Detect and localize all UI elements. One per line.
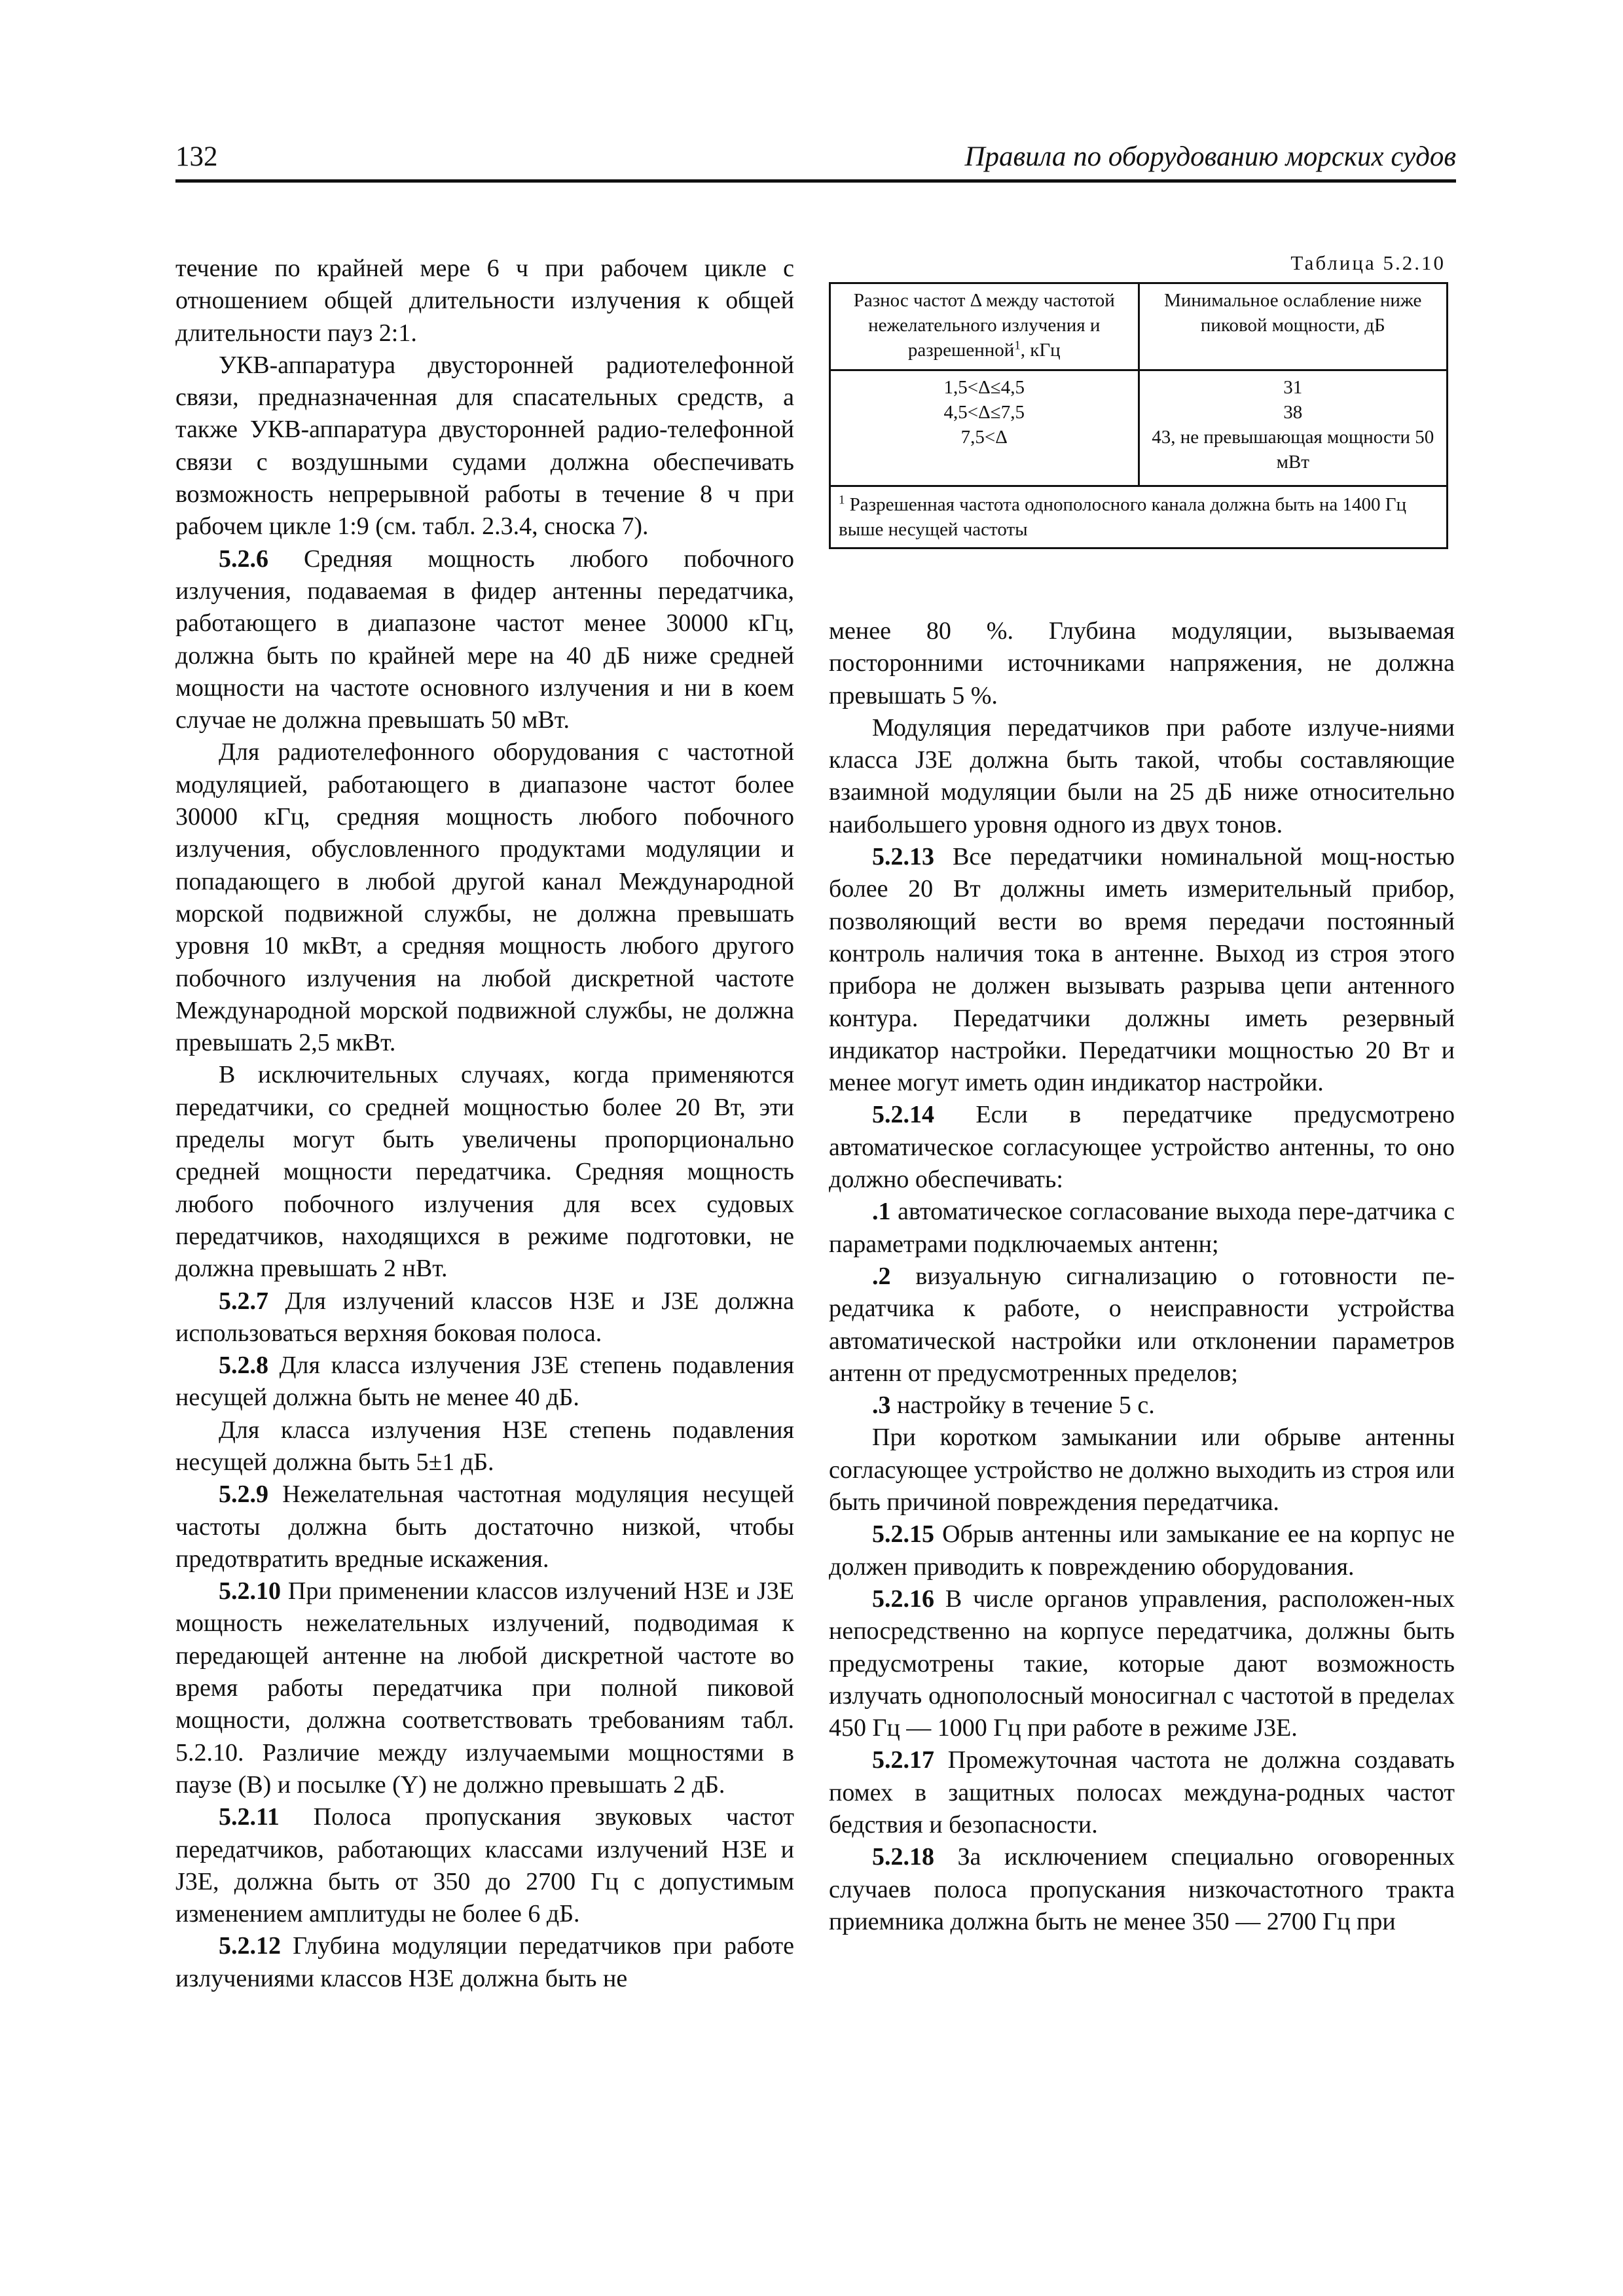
paragraph: [829, 1518, 1455, 1583]
section-number: 5.2.14: [872, 1101, 934, 1129]
table-header-row: [830, 283, 1448, 370]
list-item: [829, 1390, 1455, 1422]
table-value: 4,5<Δ≤7,5: [943, 402, 1025, 423]
paragraph: Для класса излучения H3E степень подавления несущей должна быть 5±1 дБ.: [175, 1416, 794, 1476]
paragraph: Для радиотелефонного оборудования с частотной модуляцией, работающего в диапазоне частот более 30000 кГц, средняя мощность любого побочного излучения, обусловленного продуктами модуляции и попадающего в любой другой канал Международной морской подвижной службы, не должна превышать уровня 10 мкВт, а средняя мощность любого другого побочного излучения на любой дискретной частоте Международной морской подвижной службы, не должна превышать 2,5 мкВт.: [175, 738, 794, 1057]
table-value: 7,5<Δ: [960, 427, 1008, 448]
paragraph-text: В числе органов управления, расположен-ных непосредственно на корпусе передатчика, должны быть предусмотрены такие, которые дают возможность излучать однополосный моносигнал с частотой в пределах 450 Гц — 1000 Гц при работе в режиме J3E.: [829, 1585, 1455, 1742]
section-number: 5.2.9: [219, 1480, 268, 1509]
paragraph: [829, 1744, 1455, 1841]
paragraph: [175, 1479, 794, 1575]
section-number: 5.2.11: [219, 1803, 280, 1831]
paragraph-text: Глубина модуляции передатчиков при работе излучениями классов H3E должна быть не: [175, 1932, 794, 1992]
paragraph: [175, 1801, 794, 1930]
paragraph: менее 80 %. Глубина модуляции, вызываемая посторонними источниками напряжения, не должна превышать 5 %.: [829, 617, 1455, 709]
table-value: 31: [1283, 377, 1303, 398]
page-number: 132: [175, 141, 218, 172]
paragraph: [829, 841, 1455, 1099]
table-header-cell: Разнос частот Δ между частотой нежелательного излучения и разрешенной$^1$, кГц: [830, 283, 1139, 370]
paragraph-text: настройку в течение 5 с.: [890, 1391, 1155, 1420]
right-column: [829, 615, 1455, 1938]
section-number: 5.2.7: [219, 1287, 268, 1315]
paragraph: [175, 1285, 794, 1350]
paragraph-text: Для излучений классов H3E и J3E должна использоваться верхняя боковая полоса.: [175, 1287, 794, 1347]
paragraph-text: Если в передатчике предусмотрено автоматическое согласующее устройство антенны, то оно должно обеспечивать:: [829, 1101, 1455, 1194]
paragraph-text: Нежелательная частотная модуляция несущей частоты должна быть достаточно низкой, чтобы предотвратить вредные искажения.: [175, 1480, 794, 1573]
section-number: 5.2.12: [219, 1932, 281, 1960]
section-number: 5.2.13: [872, 843, 934, 871]
paragraph: [175, 1930, 794, 1995]
list-item: [829, 1261, 1455, 1390]
paragraph-text: Для класса излучения J3E степень подавления несущей должна быть не менее 40 дБ.: [175, 1352, 794, 1412]
section-number: 5.2.16: [872, 1585, 934, 1613]
section-number: 5.2.6: [219, 545, 268, 573]
paragraph-text: Средняя мощность любого побочного излучения, подаваемая в фидер антенны передатчика, работающего в диапазоне частот менее 30000 кГц, должна быть по крайней мере на 40 дБ ниже средней мощности на частоте основного излучения и ни в коем случае не должна превышать 50 мВт.: [175, 545, 794, 734]
paragraph: УКВ-аппаратура двусторонней радиотелефонной связи, предназначенная для спасательных средств, а также УКВ-аппаратура двусторонней радио-телефонной связи с воздушными судами должна обеспечивать возможность непрерывной работы в течение 8 ч при рабочем цикле 1:9 (см. табл. 2.3.4, сноска 7).: [175, 351, 794, 541]
paragraph: [175, 543, 794, 737]
table-header-cell: Минимальное ослабление ниже пиковой мощности, дБ: [1139, 283, 1448, 370]
table-value: 43, не превышающая мощности 50 мВт: [1152, 427, 1434, 473]
item-number: .3: [872, 1391, 891, 1420]
section-number: 5.2.10: [219, 1577, 281, 1605]
section-number: 5.2.17: [872, 1746, 934, 1774]
paragraph: течение по крайней мере 6 ч при рабочем цикле с отношением общей длительности излучения к общей длительности пауз 2:1.: [175, 255, 794, 347]
paragraph-text: визуальную сигнализацию о готовности пе-редатчика к работе, о неисправности устройства автоматической настройки или отклонении параметров антенн от предусмотренных пределов;: [829, 1262, 1455, 1387]
paragraph-text: За исключением специально оговоренных случаев полоса пропускания низкочастотного тракта приемника должна быть не менее 350 — 2700 Гц при: [829, 1843, 1455, 1935]
paragraph: [829, 1099, 1455, 1196]
section-number: 5.2.18: [872, 1843, 934, 1871]
paragraph: [175, 1350, 794, 1414]
left-column: [175, 253, 794, 1995]
paragraph-text: автоматическое согласование выхода пере-датчика с параметрами подключаемых антенн;: [829, 1198, 1455, 1258]
table-caption: Таблица 5.2.10: [1290, 251, 1446, 274]
table-row: [830, 370, 1448, 486]
paragraph: [829, 1583, 1455, 1744]
paragraph: Модуляция передатчиков при работе излуче-ниями класса J3E должна быть такой, чтобы составляющие взаимной модуляции были на 25 дБ ниже относительно наибольшего уровня одного из двух тонов.: [829, 713, 1455, 838]
running-title: Правила по оборудованию морских судов: [964, 141, 1456, 172]
section-number: 5.2.8: [219, 1352, 268, 1380]
paragraph: [175, 1575, 794, 1801]
attenuation-table: [829, 282, 1448, 549]
table-footnote-row: [830, 486, 1448, 548]
table-cell-attenuation: [1139, 370, 1448, 486]
page-header: [175, 139, 1456, 183]
paragraph: [829, 1841, 1455, 1938]
paragraph-text: Полоса пропускания звуковых частот передатчиков, работающих классами излучений H3E и J3E, должна быть от 350 до 2700 Гц с допустимым изменением амплитуды не более 6 дБ.: [175, 1803, 794, 1928]
paragraph-text: Все передатчики номинальной мощ-ностью более 20 Вт должны иметь измерительный прибор, позволяющий вести во время передачи постоянный контроль наличия тока в антенне. Выход из строя этого прибора не должен вызывать разрыва цепи антенного контура. Передатчики должны иметь резервный индикатор настройки. Передатчики мощностью 20 Вт и менее могут иметь один индикатор настройки.: [829, 843, 1455, 1097]
paragraph-text: Промежуточная частота не должна создавать помех в защитных полосах междуна-родных частот бедствия и безопасности.: [829, 1746, 1455, 1839]
list-item: [829, 1196, 1455, 1261]
table-value: 38: [1283, 402, 1303, 423]
paragraph: При коротком замыкании или обрыве антенны согласующее устройство не должно выходить из строя или быть причиной повреждения передатчика.: [829, 1424, 1455, 1516]
paragraph: В исключительных случаях, когда применяются передатчики, со средней мощностью более 20 Вт, эти пределы могут быть увеличены пропорционально средней мощности передатчика. Средняя мощность любого побочного излучения для всех судовых передатчиков, находящихся в режиме подготовки, не должна превышать 2 нВт.: [175, 1061, 794, 1283]
item-number: .1: [872, 1198, 891, 1226]
table-footnote: $^1$ Разрешенная частота однополосного канала должна быть на 1400 Гц выше несущей частоты: [830, 486, 1448, 548]
section-number: 5.2.15: [872, 1520, 934, 1549]
paragraph-text: При применении классов излучений Н3Е и J3E мощность нежелательных излучений, подводимая к передающей антенне на любой дискретной частоте во время работы передатчика при полной пиковой мощности, должна соответствовать требованиям табл. 5.2.10. Различие между излучаемыми мощностями в паузе (B) и посылке (Y) не должно превышать 2 дБ.: [175, 1577, 794, 1799]
table-value: 1,5<Δ≤4,5: [943, 377, 1025, 398]
paragraph-text: Обрыв антенны или замыкание ее на корпус не должен приводить к повреждению оборудования.: [829, 1520, 1455, 1581]
table-cell-delta: [830, 370, 1139, 486]
item-number: .2: [872, 1262, 891, 1290]
